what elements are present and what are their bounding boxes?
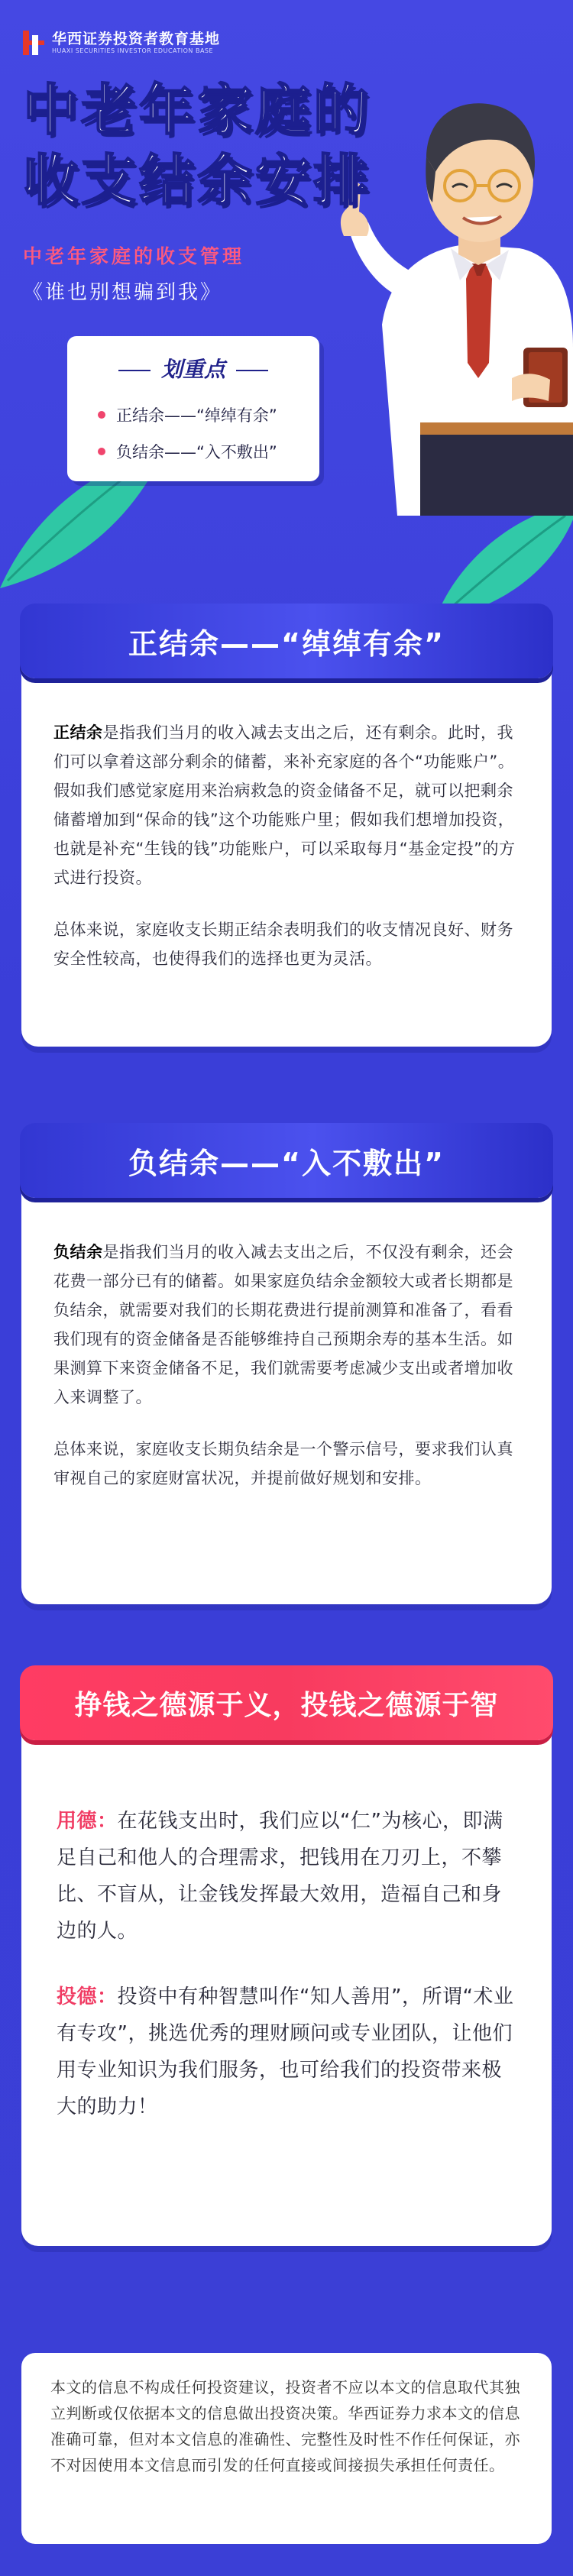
lead-label: 用德：: [57, 1810, 118, 1833]
hero-title-line1: 中老年家庭的: [23, 78, 372, 142]
disclaimer-box: [21, 2353, 552, 2544]
brand-name-cn: 华西证券投资者教育基地: [52, 31, 221, 47]
term-label: 负结余: [53, 1243, 103, 1261]
key-point-item: [98, 403, 277, 426]
negative-surplus-card: [21, 1146, 552, 1604]
paragraph: 总体来说，家庭收支长期负结余是一个警示信号，要求我们认真审视自己的家庭财富状况，并提前做好规划和安排。: [53, 1440, 513, 1487]
card-header: [20, 1123, 553, 1198]
lead-label: 投德：: [57, 1985, 118, 2008]
card-body: [57, 1803, 520, 2154]
paragraph: 是指我们当月的收入减去支出之后，不仅没有剩余，还会花费一部分已有的储蓄。如果家庭负结余金额较大或者长期都是负结余，就需要对我们的长期花费进行提前测算和准备了，看看我们现有的资金储备是否能够维持自己预期余寿的基本生活。如果测算下来资金储备不足，我们就需要考虑减少支出或者增加收入来调整了。: [53, 1243, 513, 1406]
paragraph: 总体来说，家庭收支长期正结余表明我们的收支情况良好、财务安全性较高，也使得我们的选择也更为灵活。: [53, 921, 513, 968]
hero-title-line2: 收支结余安排: [23, 148, 372, 212]
key-points-title: 划重点: [67, 353, 319, 383]
virtue-card: [21, 1688, 552, 2246]
card-header: [20, 1665, 553, 1740]
brand-header: [23, 31, 220, 55]
card-body: [53, 718, 523, 996]
paragraph: 是指我们当月的收入减去支出之后，还有剩余。此时，我们可以拿着这部分剩余的储蓄，来补充家庭的各个“功能账户”。假如我们感觉家庭用来治病救急的资金储备不足，就可以把剩余储蓄增加到“保命的钱”这个功能账户里；假如我们想增加投资，也就是补充“生钱的钱”功能账户，可以采取每月“基金定投”的方式进行投资。: [53, 723, 516, 887]
hero-subtitle: 中老年家庭的收支管理: [23, 245, 245, 267]
huaxi-logo-icon: [23, 31, 44, 55]
paragraph: 投资中有种智慧叫作“知人善用”，所谓“术业有专攻”，挑选优秀的理财顾问或专业团队，让他们用专业知识为我们服务，也可给我们的投资带来极大的助力！: [57, 1985, 514, 2118]
brand-name-en: HUAXI SECURITIES INVESTOR EDUCATION BASE: [52, 47, 214, 54]
bullet-dot-icon: [98, 448, 105, 455]
bullet-dot-icon: [98, 411, 105, 419]
key-points-box: [67, 336, 319, 481]
card-title: 负结余——“入不敷出”: [128, 1146, 445, 1180]
positive-surplus-card: [21, 626, 552, 1047]
disclaimer-text: 本文的信息不构成任何投资建议，投资者不应以本文的信息取代其独立判断或仅依据本文的信息做出投资决策。华西证券力求本文的信息准确可靠，但对本文信息的准确性、完整性及时性不作任何保证，亦不对因使用本文信息而引发的任何直接或间接损失承担任何责任。: [50, 2378, 520, 2474]
term-label: 正结余: [53, 723, 103, 742]
series-title: 《谁也别想骗到我》: [23, 281, 223, 304]
card-title: 挣钱之德源于义，投钱之德源于智: [74, 1689, 499, 1721]
paragraph: 在花钱支出时，我们应以“仁”为核心，即满足自己和他人的合理需求，把钱用在刀刃上，不攀比、不盲从，让金钱发挥最大效用，造福自己和身边的人。: [57, 1810, 503, 1943]
key-point-item: [98, 440, 277, 463]
card-body: [53, 1238, 523, 1516]
card-title: 正结余——“绰绰有余”: [128, 626, 445, 661]
card-header: [20, 604, 553, 678]
key-point-label: 负结余——“入不敷出”: [116, 443, 277, 461]
key-point-label: 正结余——“绰绰有余”: [116, 406, 277, 425]
